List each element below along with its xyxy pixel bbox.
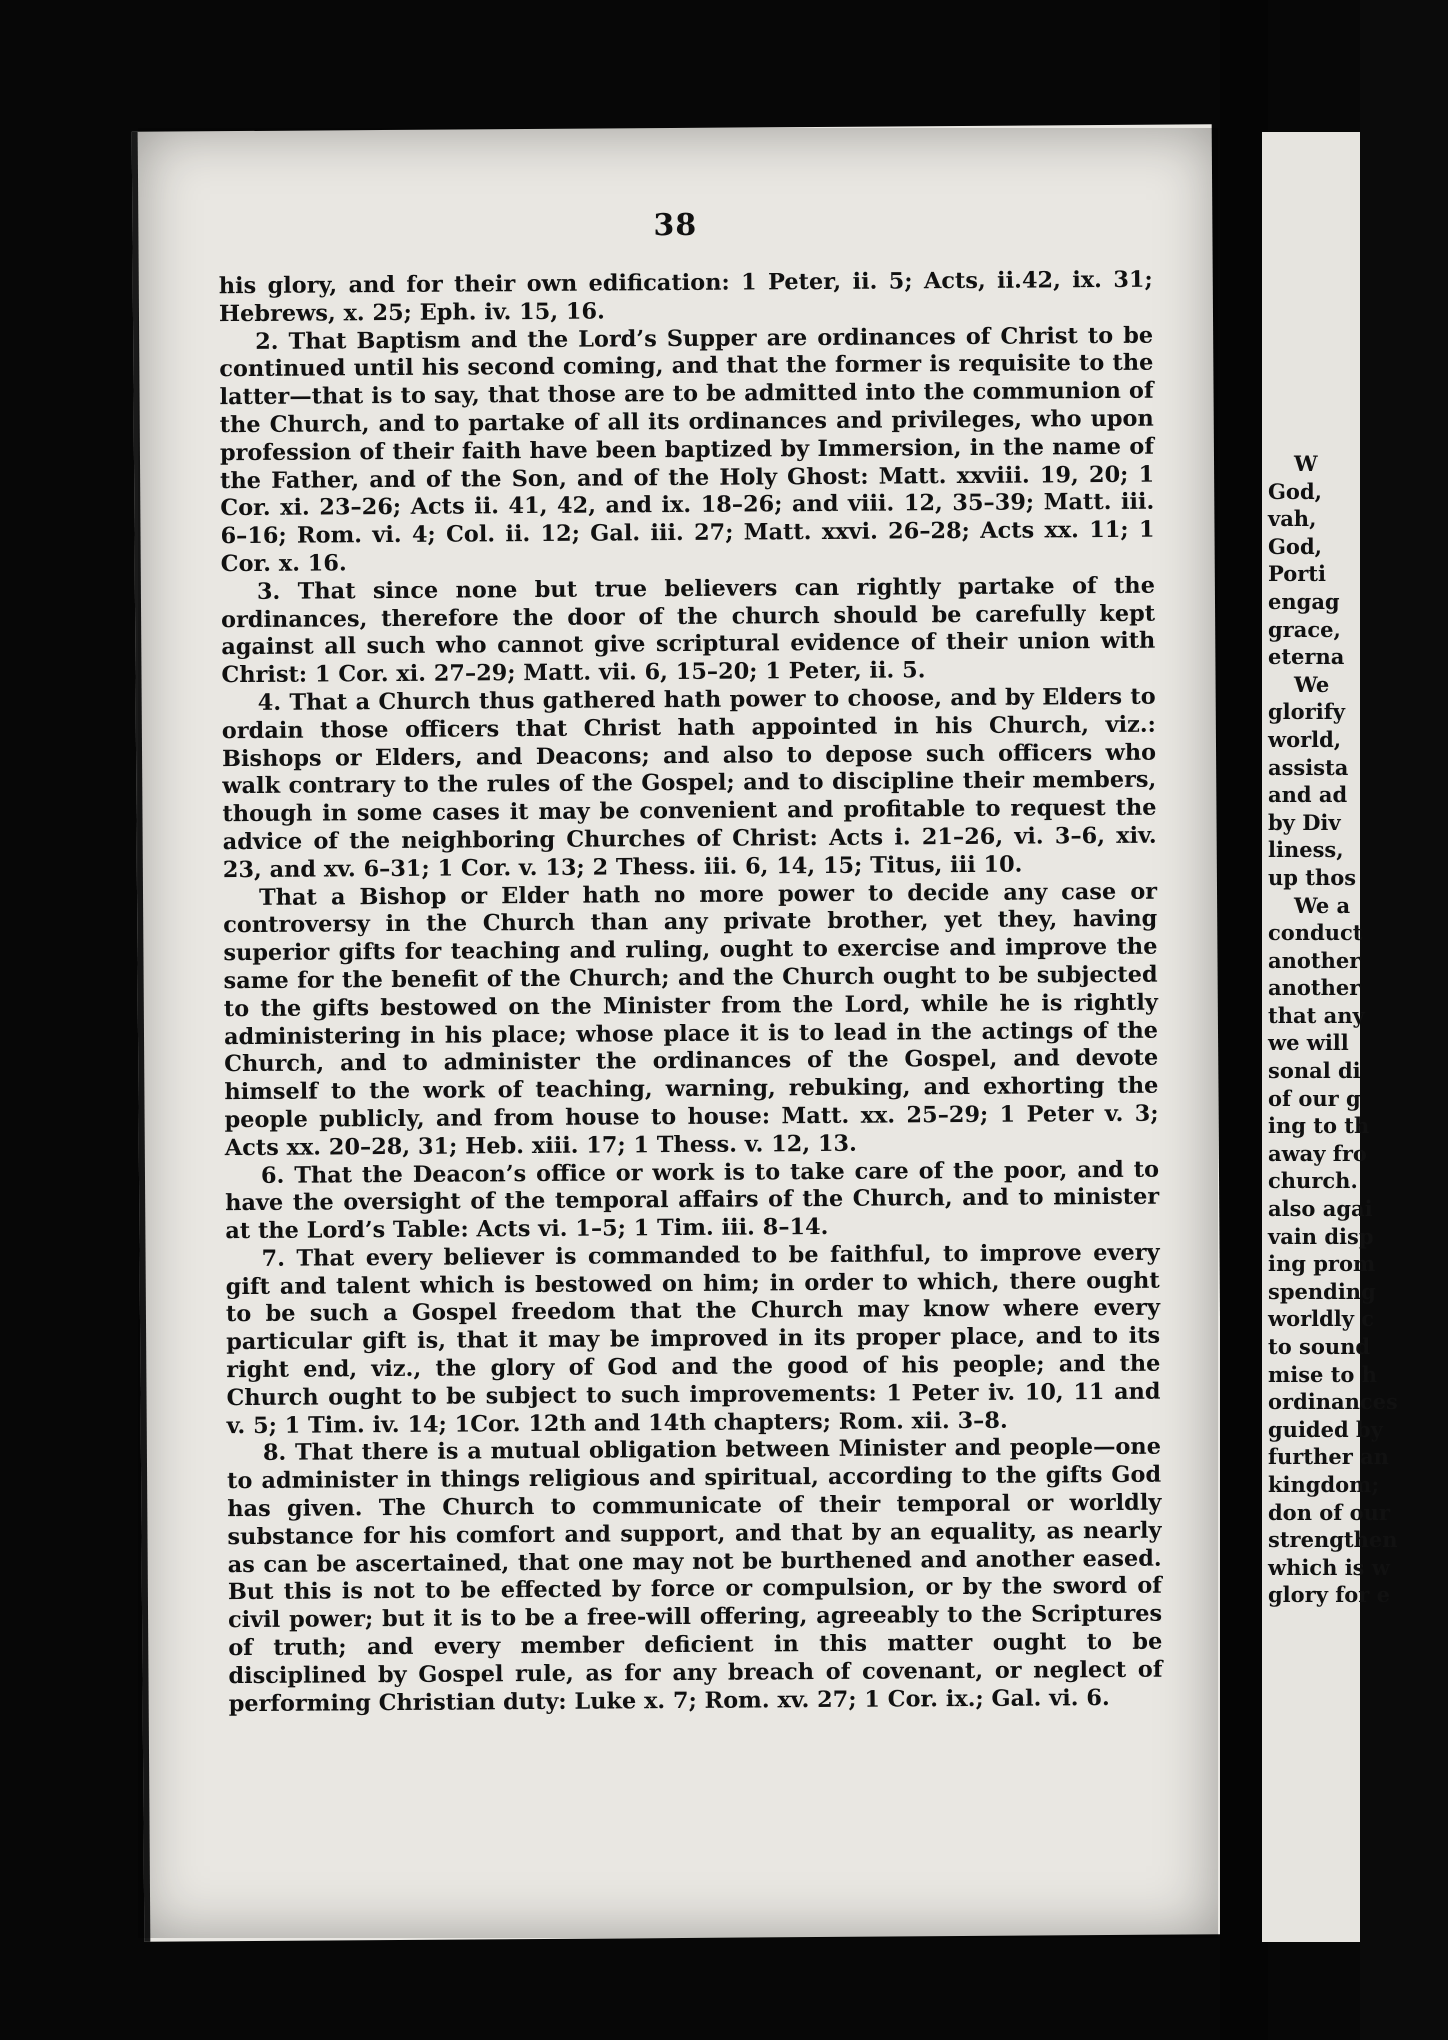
- facing-page-line: strengthen: [1268, 1527, 1398, 1553]
- facing-page-line: ordinances: [1268, 1389, 1398, 1415]
- facing-page-line: also agai: [1268, 1196, 1373, 1222]
- facing-page-line: of our g: [1268, 1085, 1361, 1111]
- facing-page-line: assista: [1268, 754, 1349, 780]
- facing-page-line: don of our: [1268, 1499, 1390, 1525]
- facing-page-line: grace,: [1268, 616, 1341, 642]
- facing-page-line: away fro: [1268, 1140, 1367, 1166]
- facing-page-line: conduct: [1268, 920, 1363, 946]
- paragraph-5: That a Bishop or Elder hath no more power to decide any case or controversy in the Church than any private brother, yet they, having superior gifts for teaching and ruling, ought to exercise and improve the same for the benefit of the Church; and the Church ought to be subjected to the gifts bestowed on the Minister from the Lord, while he is rightly administering in his place; whose place it is to lead in the actings of the Church, and to administer the ordinances of the Gospel, and devote himself to the work of teaching, warning, rebuking, and exhorting the people publicly, and from house to house: Matt. xx. 25–29; 1 Peter v. 3; Acts xx. 20–28, 31; Heb. xiii. 17; 1 Thess. v. 12, 13.: [223, 878, 1159, 1161]
- paragraph-1-continued: his glory, and for their own edification: 1 Peter, ii. 5; Acts, ii.42, ix. 31; Hebrews, x. 25; Eph. iv. 15, 16.: [218, 266, 1153, 327]
- facing-page-line: and ad: [1268, 782, 1348, 808]
- facing-page-fragment: [1262, 132, 1398, 1942]
- facing-page-line: vain disp: [1268, 1223, 1374, 1249]
- facing-page-line: which is w: [1268, 1554, 1390, 1580]
- facing-page-line: spending: [1268, 1278, 1376, 1304]
- facing-page-line: glorify: [1268, 699, 1345, 725]
- facing-page-line: world,: [1268, 726, 1342, 752]
- facing-page-line: liness,: [1268, 837, 1344, 863]
- facing-page-line: another: [1268, 947, 1361, 973]
- facing-page-line: to sound: [1268, 1334, 1371, 1359]
- facing-page-line: We a: [1294, 892, 1351, 918]
- facing-page-line: We: [1294, 671, 1330, 697]
- facing-page-line: church.: [1268, 1168, 1358, 1194]
- facing-page-line: God,: [1268, 478, 1322, 504]
- facing-page-line: ing prom: [1268, 1251, 1376, 1277]
- facing-page-line: we will: [1268, 1030, 1349, 1056]
- facing-page-line: worldly c: [1268, 1306, 1375, 1332]
- facing-page-line: sonal di: [1268, 1058, 1361, 1084]
- facing-page-line: mise to h: [1268, 1361, 1377, 1387]
- page-body-text: [219, 267, 1163, 1719]
- facing-page-line: kingdom;: [1268, 1471, 1380, 1497]
- facing-page-line: another: [1268, 975, 1361, 1001]
- facing-page-line: Porti: [1268, 561, 1326, 587]
- book-page: [132, 124, 1225, 1941]
- paragraph-4: 4. That a Church thus gathered hath power to choose, and by Elders to ordain those officers that Christ hath appointed in his Church, viz.: Bishops or Elders, and Deacons; and also to depose such officers who walk contrary to the rules of the Gospel; and to discipline their members, though in some cases it may be convenient and profitable to request the advice of the neighboring Churches of Christ: Acts i. 21–26, vi. 3–6, xiv. 23, and xv. 6–31; 1 Cor. v. 13; 2 Thess. iii. 6, 14, 15; Titus, iii 10.: [221, 683, 1157, 883]
- facing-page-line: up thos: [1268, 864, 1357, 890]
- paragraph-6: 6. That the Deacon’s office or work is to take care of the poor, and to have the oversight of the temporal affairs of the Church, and to minister at the Lord’s Table: Acts vi. 1–5; 1 Tim. iii. 8–14.: [225, 1156, 1160, 1245]
- facing-page-line: engag: [1268, 588, 1340, 614]
- paragraph-7: 7. That every believer is commanded to be faithful, to improve every gift and talent which is bestowed on him; in order to which, there ought to be such a Gospel freedom that the Church may know where every particular gift is, that it may be improved in its proper place, and to its right end, viz., the glory of God and the good of his people; and the Church ought to be subject to such improvements: 1 Peter iv. 10, 11 and v. 5; 1 Tim. iv. 14; 1Cor. 12th and 14th chapters; Rom. xii. 3–8.: [225, 1239, 1161, 1439]
- facing-page-line: ing to th: [1268, 1113, 1370, 1139]
- book-gutter: [1220, 0, 1268, 2040]
- facing-page-line: God,: [1268, 533, 1322, 559]
- facing-page-line: further an: [1268, 1444, 1389, 1470]
- facing-page-line: guided by: [1268, 1416, 1383, 1442]
- paragraph-2: 2. That Baptism and the Lord’s Supper are ordinances of Christ to be continued until his second coming, and that the former is requisite to the latter—that is to say, that those are to be admitted into the communion of the Church, and to partake of all its ordinances and privileges, who upon profession of their faith have been baptized by Immersion, in the name of the Father, and of the Son, and of the Holy Ghost: Matt. xxviii. 19, 20; 1 Cor. xi. 23–26; Acts ii. 41, 42, and ix. 18–26; and viii. 12, 35–39; Matt. iii. 6–16; Rom. vi. 4; Col. ii. 12; Gal. iii. 27; Matt. xxvi. 26–28; Acts xx. 11; 1 Cor. x. 16.: [219, 322, 1155, 578]
- facing-page-line: glory for e: [1268, 1582, 1391, 1608]
- paragraph-3: 3. That since none but true believers can rightly partake of the ordinances, therefore the door of the church should be carefully kept against all such who cannot give scriptural evidence of their union with Christ: 1 Cor. xi. 27–29; Matt. vii. 6, 15–20; 1 Peter, ii. 5.: [221, 572, 1156, 689]
- facing-page-line: vah,: [1268, 506, 1317, 532]
- facing-page-line: W: [1294, 451, 1318, 476]
- page-number: 38: [653, 207, 698, 244]
- facing-page-line: that any: [1268, 1002, 1365, 1028]
- paragraph-8: 8. That there is a mutual obligation between Minister and people—one to administer in things religious and spiritual, according to the gifts God has given. The Church to communicate of their temporal or worldly substance for his comfort and support, and that by an equality, as nearly as can be ascertained, that one may not be burthened and another eased. But this is not to be effected by force or compulsion, or by the sword of civil power; but it is to be a free-will offering, agreeably to the Scriptures of truth; and every member deficient in this matter ought to be disciplined by Gospel rule, as for any breach of covenant, or neglect of performing Christian duty: Luke x. 7; Rom. xv. 27; 1 Cor. ix.; Gal. vi. 6.: [227, 1434, 1163, 1717]
- facing-page-lines: [1268, 450, 1448, 1609]
- facing-page-line: by Div: [1268, 809, 1341, 835]
- facing-page-line: eterna: [1268, 644, 1345, 670]
